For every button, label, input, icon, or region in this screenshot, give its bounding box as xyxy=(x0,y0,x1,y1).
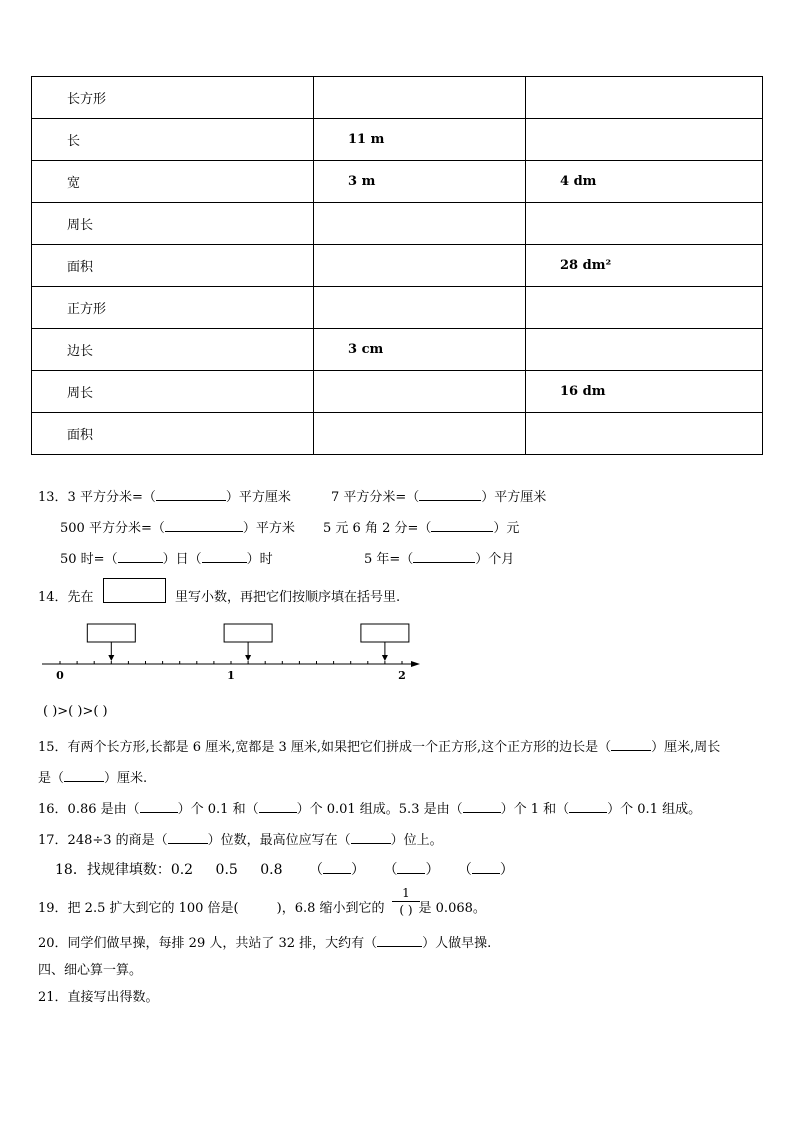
table-row xyxy=(32,413,763,455)
q13-text: 5 年=（ xyxy=(364,552,414,567)
q20-text: 20．同学们做早操，每排 29 人，共站了 32 排，大约有（ xyxy=(38,936,378,951)
answer-blank[interactable] xyxy=(472,861,500,874)
answer-blank[interactable] xyxy=(419,488,481,501)
axis-arrow-icon xyxy=(411,661,420,667)
answer-blank[interactable] xyxy=(168,831,208,844)
q13-text: ）平方厘米 xyxy=(481,490,547,505)
fraction xyxy=(392,885,420,918)
question-15-line-1 xyxy=(38,736,720,755)
tick-label: 2 xyxy=(398,669,406,682)
q13-text: 13．3 平方分米=（ xyxy=(38,490,156,505)
answer-blank[interactable] xyxy=(377,934,422,947)
answer-blank[interactable] xyxy=(611,738,651,751)
question-13-line-1b xyxy=(331,486,546,505)
q13-text: ）平方厘米 xyxy=(225,490,291,505)
answer-blank[interactable] xyxy=(413,550,475,563)
value-cell[interactable]: 11 m xyxy=(314,119,526,161)
number-line xyxy=(38,620,428,682)
q16-text: ）个 0.1 和（ xyxy=(177,802,259,817)
value-cell[interactable] xyxy=(526,413,763,455)
row-label-cell: 面积 xyxy=(32,413,314,455)
fraction-numerator: 1 xyxy=(392,885,420,902)
question-18: 18．找规律填数：0.2 0.5 0.8 （ ） （ ） （ ） xyxy=(55,862,514,878)
q21-text: 21．直接写出得数。 xyxy=(38,990,159,1005)
q19-text: 是 0.068。 xyxy=(418,901,486,916)
table-row xyxy=(32,287,763,329)
q13-text: 500 平方分米=（ xyxy=(60,521,165,536)
q18-text: 18．找规律填数：0.2 xyxy=(55,862,194,878)
q16-text: ）个 0.01 组成。5.3 是由（ xyxy=(296,802,463,817)
q16-text: 16．0.86 是由（ xyxy=(38,802,140,817)
q15-text: 15．有两个长方形,长都是 6 厘米,宽都是 3 厘米,如果把它们拼成一个正方形,这个正方形的边长是（ xyxy=(38,740,612,755)
q19-text: )，6.8 缩小到它的 xyxy=(276,901,385,916)
value-cell[interactable] xyxy=(526,203,763,245)
question-15-line-2 xyxy=(38,767,147,786)
q18-value: 0.5 xyxy=(215,862,238,878)
table-row xyxy=(32,203,763,245)
question-17 xyxy=(38,829,443,848)
answer-blank[interactable] xyxy=(431,519,493,532)
value-cell[interactable]: 3 cm xyxy=(314,329,526,371)
q13-text: ）平方米 xyxy=(242,521,295,536)
table-row xyxy=(32,161,763,203)
table-row xyxy=(32,245,763,287)
row-label-cell: 周长 xyxy=(32,203,314,245)
q19-text: 19．把 2.5 扩大到它的 100 倍是( xyxy=(38,901,239,916)
section-4-heading xyxy=(38,959,142,978)
value-cell[interactable] xyxy=(314,371,526,413)
q14-text: 14．先在 xyxy=(38,590,94,605)
table-row xyxy=(32,371,763,413)
answer-blank[interactable] xyxy=(202,550,247,563)
value-cell[interactable] xyxy=(526,287,763,329)
question-21 xyxy=(38,986,159,1005)
answer-box[interactable] xyxy=(224,624,272,642)
answer-blank[interactable] xyxy=(165,519,243,532)
answer-blank[interactable] xyxy=(259,800,297,813)
q13-text: ）个月 xyxy=(475,552,515,567)
question-14-order xyxy=(43,704,108,719)
value-cell[interactable] xyxy=(314,287,526,329)
answer-box[interactable] xyxy=(361,624,409,642)
q17-text: 17．248÷3 的商是（ xyxy=(38,833,168,848)
row-label-cell: 宽 xyxy=(32,161,314,203)
q13-text: ）日（ xyxy=(162,552,202,567)
sample-input-box[interactable] xyxy=(103,578,166,603)
value-cell[interactable]: 28 dm² xyxy=(526,245,763,287)
pointer-arrow-icon xyxy=(382,655,388,661)
row-label-cell: 周长 xyxy=(32,371,314,413)
q14-order-text: ( )>( )>( ) xyxy=(43,704,108,719)
q17-text: ）位数，最高位应写在（ xyxy=(207,833,351,848)
value-cell[interactable] xyxy=(526,119,763,161)
answer-blank[interactable] xyxy=(569,800,607,813)
section-4-text: 四、细心算一算。 xyxy=(38,963,143,978)
pointer-arrow-icon xyxy=(108,655,114,661)
value-cell[interactable] xyxy=(314,413,526,455)
q16-text: ）个 0.1 组成。 xyxy=(607,802,702,817)
q16-text: ）个 1 和（ xyxy=(500,802,570,817)
value-cell[interactable]: 4 dm xyxy=(526,161,763,203)
row-label-cell: 长 xyxy=(32,119,314,161)
answer-blank[interactable] xyxy=(118,550,163,563)
q13-text: 5 元 6 角 2 分=（ xyxy=(323,521,432,536)
pointer-arrow-icon xyxy=(245,655,251,661)
q15-text: ）厘米,周长 xyxy=(651,740,721,755)
q15-text: 是（ xyxy=(38,771,65,786)
answer-blank[interactable] xyxy=(351,831,391,844)
question-13-line-2 xyxy=(60,517,295,536)
value-cell[interactable]: 16 dm xyxy=(526,371,763,413)
question-13-line-1 xyxy=(38,486,291,505)
row-label-cell: 长方形 xyxy=(32,77,314,119)
tick-label: 0 xyxy=(56,669,64,682)
value-cell[interactable] xyxy=(526,329,763,371)
question-14-instruction xyxy=(175,586,400,605)
q13-text: 7 平方分米=（ xyxy=(331,490,420,505)
question-13-line-3 xyxy=(60,548,273,567)
answer-box[interactable] xyxy=(87,624,135,642)
q14-text: 里写小数，再把它们按顺序填在括号里. xyxy=(175,590,401,605)
q13-text: ）元 xyxy=(493,521,520,536)
value-cell[interactable] xyxy=(314,77,526,119)
question-16 xyxy=(38,798,701,817)
q18-value: 0.8 xyxy=(260,862,283,878)
answer-blank[interactable] xyxy=(397,861,425,874)
value-cell[interactable] xyxy=(314,203,526,245)
question-20 xyxy=(38,932,491,951)
q17-text: ）位上。 xyxy=(390,833,443,848)
q20-text: ）人做早操. xyxy=(422,936,492,951)
q13-text: 50 时=（ xyxy=(60,552,118,567)
answer-blank[interactable] xyxy=(463,800,501,813)
table-row xyxy=(32,329,763,371)
answer-blank[interactable] xyxy=(156,488,226,501)
row-label-cell: 边长 xyxy=(32,329,314,371)
answer-blank[interactable] xyxy=(140,800,178,813)
question-14-prompt xyxy=(38,586,94,605)
q13-text: ）时 xyxy=(246,552,273,567)
row-label-cell: 正方形 xyxy=(32,287,314,329)
table-row xyxy=(32,119,763,161)
question-13-line-3b xyxy=(364,548,514,567)
fraction-denominator[interactable]: ( ) xyxy=(399,903,413,917)
question-13-line-2b xyxy=(323,517,519,536)
table-row xyxy=(32,77,763,119)
shape-table xyxy=(31,76,763,455)
tick-label: 1 xyxy=(227,669,235,682)
value-cell[interactable] xyxy=(314,245,526,287)
row-label-cell: 面积 xyxy=(32,245,314,287)
answer-blank[interactable] xyxy=(64,769,104,782)
value-cell[interactable] xyxy=(526,77,763,119)
value-cell[interactable]: 3 m xyxy=(314,161,526,203)
answer-blank[interactable] xyxy=(323,861,351,874)
q15-text: ）厘米. xyxy=(104,771,148,786)
